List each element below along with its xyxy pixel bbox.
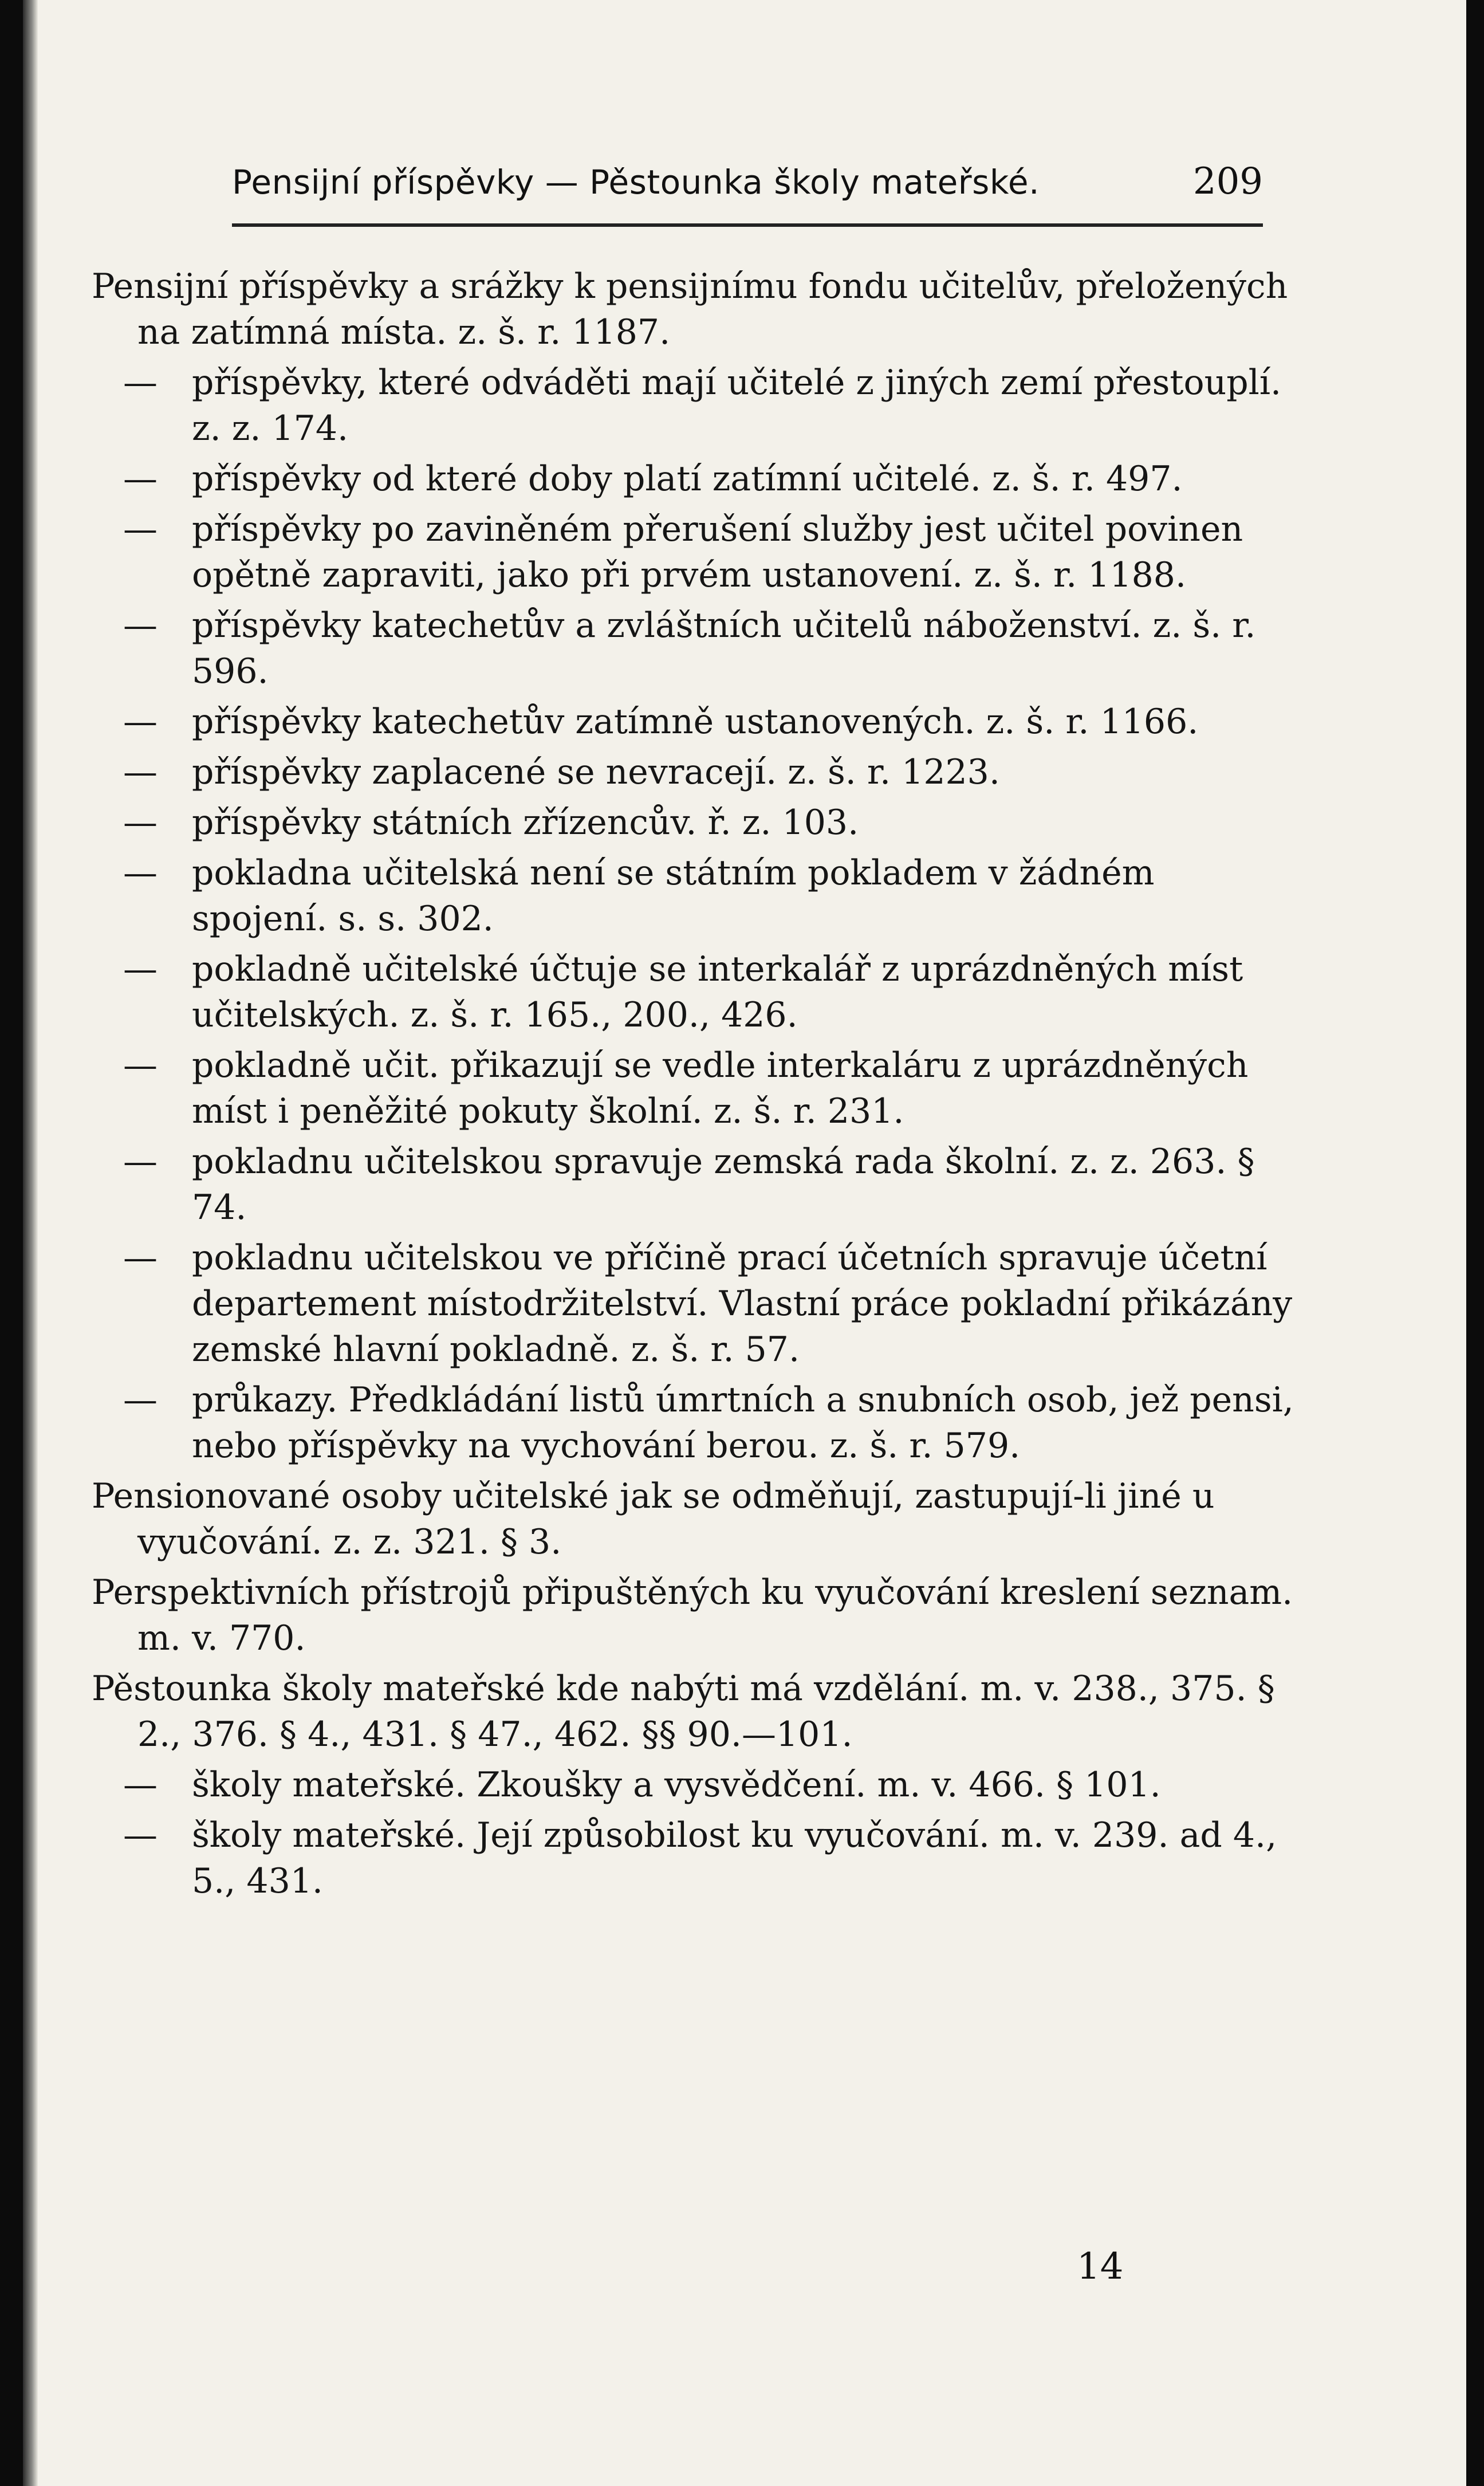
index-subentry-text: příspěvky katechetův zatímně ustanovených. z. š. r. 1166. (192, 702, 1199, 742)
index-subentry-text: příspěvky, které odváděti mají učitelé z jiných zemí přestouplí. z. z. 174. (192, 363, 1282, 449)
index-entries (92, 263, 1294, 1909)
page-number: 209 (1192, 160, 1263, 203)
entry-dash: — (123, 949, 158, 989)
index-subentry-text: pokladně učitelské účtuje se interkalář z uprázdněných míst učitelských. z. š. r. 165., 200., 426. (192, 949, 1243, 1035)
index-subentry (92, 946, 1294, 1038)
entry-dash: — (123, 363, 158, 403)
index-subentry (92, 749, 1294, 795)
index-subentry (92, 850, 1294, 942)
index-subentry (92, 603, 1294, 694)
index-subentry (92, 506, 1294, 598)
entry-dash: — (123, 1238, 158, 1278)
entry-dash: — (123, 509, 158, 549)
index-subentry (92, 699, 1294, 745)
index-entry: Perspektivních přístrojů připuštěných ku vyučování kreslení seznam. m. v. 770. (92, 1572, 1293, 1658)
index-entry: Pensionované osoby učitelské jak se odměňují, zastupují-li jiné u vyučování. z. z. 321. § 3. (92, 1476, 1215, 1562)
index-subentry-text: příspěvky od které doby platí zatímní učitelé. z. š. r. 497. (192, 459, 1183, 499)
index-subentry (92, 1812, 1294, 1904)
entry-dash: — (123, 1380, 158, 1420)
index-entry: Pěstounka školy mateřské kde nabýti má vzdělání. m. v. 238., 375. § 2., 376. § 4., 431. § 47., 462. §§ 90.—101. (92, 1669, 1275, 1755)
running-header (232, 155, 1263, 218)
index-subentry (92, 800, 1294, 845)
index-subentry-text: příspěvky státních zřízencův. ř. z. 103. (192, 803, 859, 843)
header-rule (232, 223, 1263, 227)
entry-dash: — (123, 1142, 158, 1182)
index-subentry (92, 456, 1294, 502)
index-subentry-text: pokladnu učitelskou spravuje zemská rada školní. z. z. 263. § 74. (192, 1142, 1255, 1228)
index-subentry-text: příspěvky zaplacené se nevracejí. z. š. r. 1223. (192, 752, 1000, 792)
page-spine-shadow (23, 0, 38, 2486)
index-subentry-text: příspěvky katechetův a zvláštních učitelů náboženství. z. š. r. 596. (192, 605, 1256, 691)
index-subentry-text: školy mateřské. Zkoušky a vysvědčení. m. v. 466. § 101. (192, 1765, 1161, 1805)
index-entry: Pensijní příspěvky a srážky k pensijnímu fondu učitelův, přeložených na zatímná místa. z. š. r. 1187. (92, 266, 1288, 352)
entry-dash: — (123, 605, 158, 646)
index-subentry (92, 1139, 1294, 1230)
index-subentry-text: příspěvky po zaviněném přerušení služby jest učitel povinen opětně zapraviti, jako při prvém ustanovení. z. š. r. 1188. (192, 509, 1243, 595)
entry-dash: — (123, 1765, 158, 1805)
entry-dash: — (123, 803, 158, 843)
index-subentry-text: průkazy. Předkládání listů úmrtních a snubních osob, jež pensi, nebo příspěvky na vychování berou. z. š. r. 579. (192, 1380, 1294, 1466)
entry-dash: — (123, 1045, 158, 1085)
index-subentry (92, 1762, 1294, 1808)
index-subentry (92, 1377, 1294, 1469)
entry-dash: — (123, 702, 158, 742)
running-header-title: Pensijní příspěvky — Pěstounka školy mateřské. (232, 163, 1040, 202)
index-subentry-text: pokladna učitelská není se státním pokladem v žádném spojení. s. s. 302. (192, 853, 1155, 939)
index-subentry-text: školy mateřské. Její způsobilost ku vyučování. m. v. 239. ad 4., 5., 431. (192, 1815, 1277, 1901)
entry-dash: — (123, 459, 158, 499)
index-subentry (92, 1043, 1294, 1134)
index-subentry (92, 1235, 1294, 1372)
index-subentry-text: pokladnu učitelskou ve příčině prací účetních spravuje účetní departement místodržitelství. Vlastní práce pokladní přikázány zemské hlavní pokladně. z. š. r. 57. (192, 1238, 1293, 1370)
signature-mark: 14 (1077, 2245, 1124, 2288)
entry-dash: — (123, 853, 158, 893)
entry-dash: — (123, 752, 158, 792)
index-subentry (92, 360, 1294, 451)
index-subentry-text: pokladně učit. přikazují se vedle interkaláru z uprázdněných míst i peněžité pokuty školní. z. š. r. 231. (192, 1045, 1249, 1131)
entry-dash: — (123, 1815, 158, 1855)
